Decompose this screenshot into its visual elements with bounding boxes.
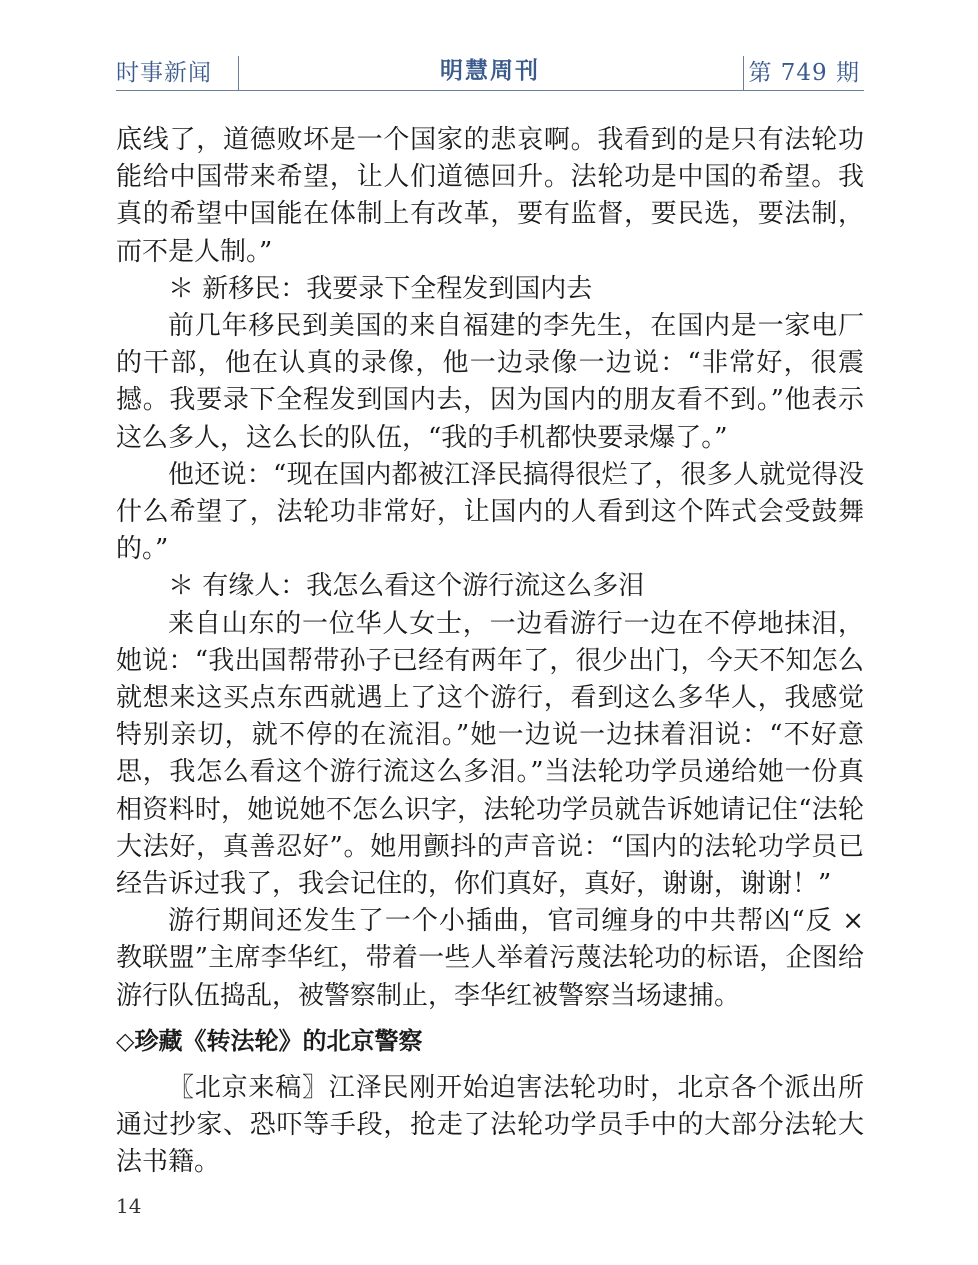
subheading-predestined: ＊ 有缘人：我怎么看这个游行流这么多泪 [168,571,645,602]
header-issue: 第 749 期 [748,60,860,86]
header-divider-right [743,56,744,90]
article-body [116,122,864,1182]
page-header [116,50,864,91]
paragraph: 他还说：“现在国内都被江泽民搞得很烂了，很多人就觉得没什么希望了，法轮功非常好，让国内的人看到这个阵式会受鼓舞的。” [116,459,864,565]
paragraph: 游行期间还发生了一个小插曲，官司缠身的中共帮凶“反 × 教联盟”主席李华红，带着一些人举着污蔑法轮功的标语，企图给游行队伍捣乱，被警察制止，李华红被警察当场逮捕。 [116,906,864,1011]
paragraph: 来自山东的一位华人女士，一边看游行一边在不停地抹泪，她说：“我出国帮带孙子已经有两年了，很少出门，今天不知怎么就想来这买点东西就遇上了这个游行，看到这么多华人，我感觉特别亲切，就不停的在流泪。”她一边说一边抹着泪说：“不好意思，我怎么看这个游行流这么多泪。”当法轮功学员递给她一份真相资料时，她说她不怎么识字，法轮功学员就告诉她请记住“法轮大法好，真善忍好”。她用颤抖的声音说：“国内的法轮功学员已经告诉过我了，我会记住的，你们真好，真好，谢谢，谢谢！” [116,608,864,900]
page-number: 14 [116,1194,142,1218]
header-title: 明慧周刊 [440,58,540,84]
header-section: 时事新闻 [116,60,212,86]
paragraph: 前几年移民到美国的来自福建的李先生，在国内是一家电厂的干部，他在认真的录像，他一边录像一边说：“非常好，很震撼。我要录下全程发到国内去，因为国内的朋友看不到。”他表示这么多人，这么长的队伍，“我的手机都快要录爆了。” [116,311,864,453]
section-heading: ◇珍藏《转法轮》的北京警察 [116,1026,423,1055]
paragraph-beijing: 〖北京来稿〗江泽民刚开始迫害法轮功时，北京各个派出所通过抄家、恐吓等手段，抢走了法轮功学员手中的大部分法轮大法书籍。 [116,1073,864,1178]
paragraph-continuation: 底线了，道德败坏是一个国家的悲哀啊。我看到的是只有法轮功能给中国带来希望，让人们道德回升。法轮功是中国的希望。我真的希望中国能在体制上有改革，要有监督，要民选，要法制，而不是人制。” [116,125,864,267]
subheading-new-immigrant: ＊ 新移民：我要录下全程发到国内去 [168,273,593,304]
